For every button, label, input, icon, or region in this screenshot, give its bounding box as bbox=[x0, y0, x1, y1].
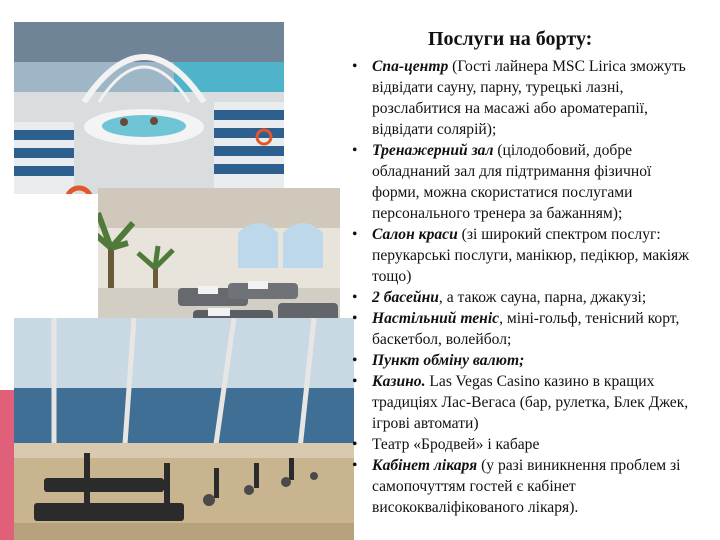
spa-lounge-photo-icon bbox=[98, 188, 340, 338]
list-item: • 2 басейни, а також сауна, парна, джакузі; bbox=[352, 289, 647, 306]
item-text: (цілодобовий, добре обладнаний зал для підтримання фізичної форми, можна скористатися послугами персонального тренера за бажанням); bbox=[372, 142, 652, 222]
slide-title: Послуги на борту: bbox=[428, 28, 593, 50]
item-text: Театр «Бродвей» і кабаре bbox=[372, 436, 540, 453]
list-item: • Театр «Бродвей» і кабаре bbox=[352, 436, 540, 453]
item-name: 2 басейни bbox=[372, 289, 439, 306]
item-text: (у разі виникнення проблем зі самопочуттям гостей є кабінет висококваліфікованого лікаря). bbox=[372, 457, 681, 516]
gym-photo-icon bbox=[14, 318, 354, 540]
deck-pool-photo-icon bbox=[14, 22, 284, 194]
spa-lounge-photo bbox=[98, 188, 340, 338]
item-name: Кабінет лікаря bbox=[372, 457, 478, 474]
list-item: • Тренажерний зал (цілодобовий, добре обладнаний зал для підтримання фізичної форми, можна скористатися послугами персонального тренера за бажанням); bbox=[352, 142, 652, 222]
list-item: • Казино. Las Vegas Casino казино в кращих традиціях Лас-Вегаса (бар, рулетка, Блек Джек, ігрові автомати) bbox=[352, 373, 689, 432]
item-name: Пункт обміну валют; bbox=[372, 352, 525, 369]
item-text: , а також сауна, парна, джакузі; bbox=[438, 289, 647, 306]
services-list bbox=[352, 56, 692, 518]
list-item: • Салон краси (зі широкий спектром послуг: перукарські послуги, манікюр, педікюр, макіяж тощо) bbox=[352, 226, 689, 285]
item-text: (зі широкий спектром послуг: перукарські послуги, манікюр, педікюр, макіяж тощо) bbox=[372, 226, 689, 285]
list-item: • Кабінет лікаря (у разі виникнення проблем зі самопочуттям гостей є кабінет висококваліфікованого лікаря). bbox=[352, 457, 681, 516]
deck-pool-photo bbox=[14, 22, 284, 194]
item-name: Казино. bbox=[372, 373, 426, 390]
item-text: (Гості лайнера MSC Lirica зможуть відвідати сауну, парну, турецькі лазні, розслабитися на масажі або ароматерапії, відвідати солярій); bbox=[372, 58, 686, 138]
item-name: Тренажерний зал bbox=[372, 142, 494, 159]
gym-photo bbox=[14, 318, 354, 540]
list-item: • Спа-центр (Гості лайнера MSC Lirica зможуть відвідати сауну, парну, турецькі лазні, розслабитися на масажі або ароматерапії, відвідати солярій); bbox=[352, 58, 686, 138]
list-item: • Настільний теніс, міні-гольф, тенісний корт, баскетбол, волейбол; bbox=[352, 310, 680, 348]
item-name: Спа-центр bbox=[372, 58, 449, 75]
list-item: • Пункт обміну валют; bbox=[352, 352, 525, 369]
item-name: Салон краси bbox=[372, 226, 458, 243]
item-text: Las Vegas Casino казино в кращих традиціях Лас-Вегаса (бар, рулетка, Блек Джек, ігрові автомати) bbox=[372, 373, 689, 432]
item-text: , міні-гольф, тенісний корт, баскетбол, волейбол; bbox=[372, 310, 680, 348]
item-name: Настільний теніс bbox=[372, 310, 500, 327]
